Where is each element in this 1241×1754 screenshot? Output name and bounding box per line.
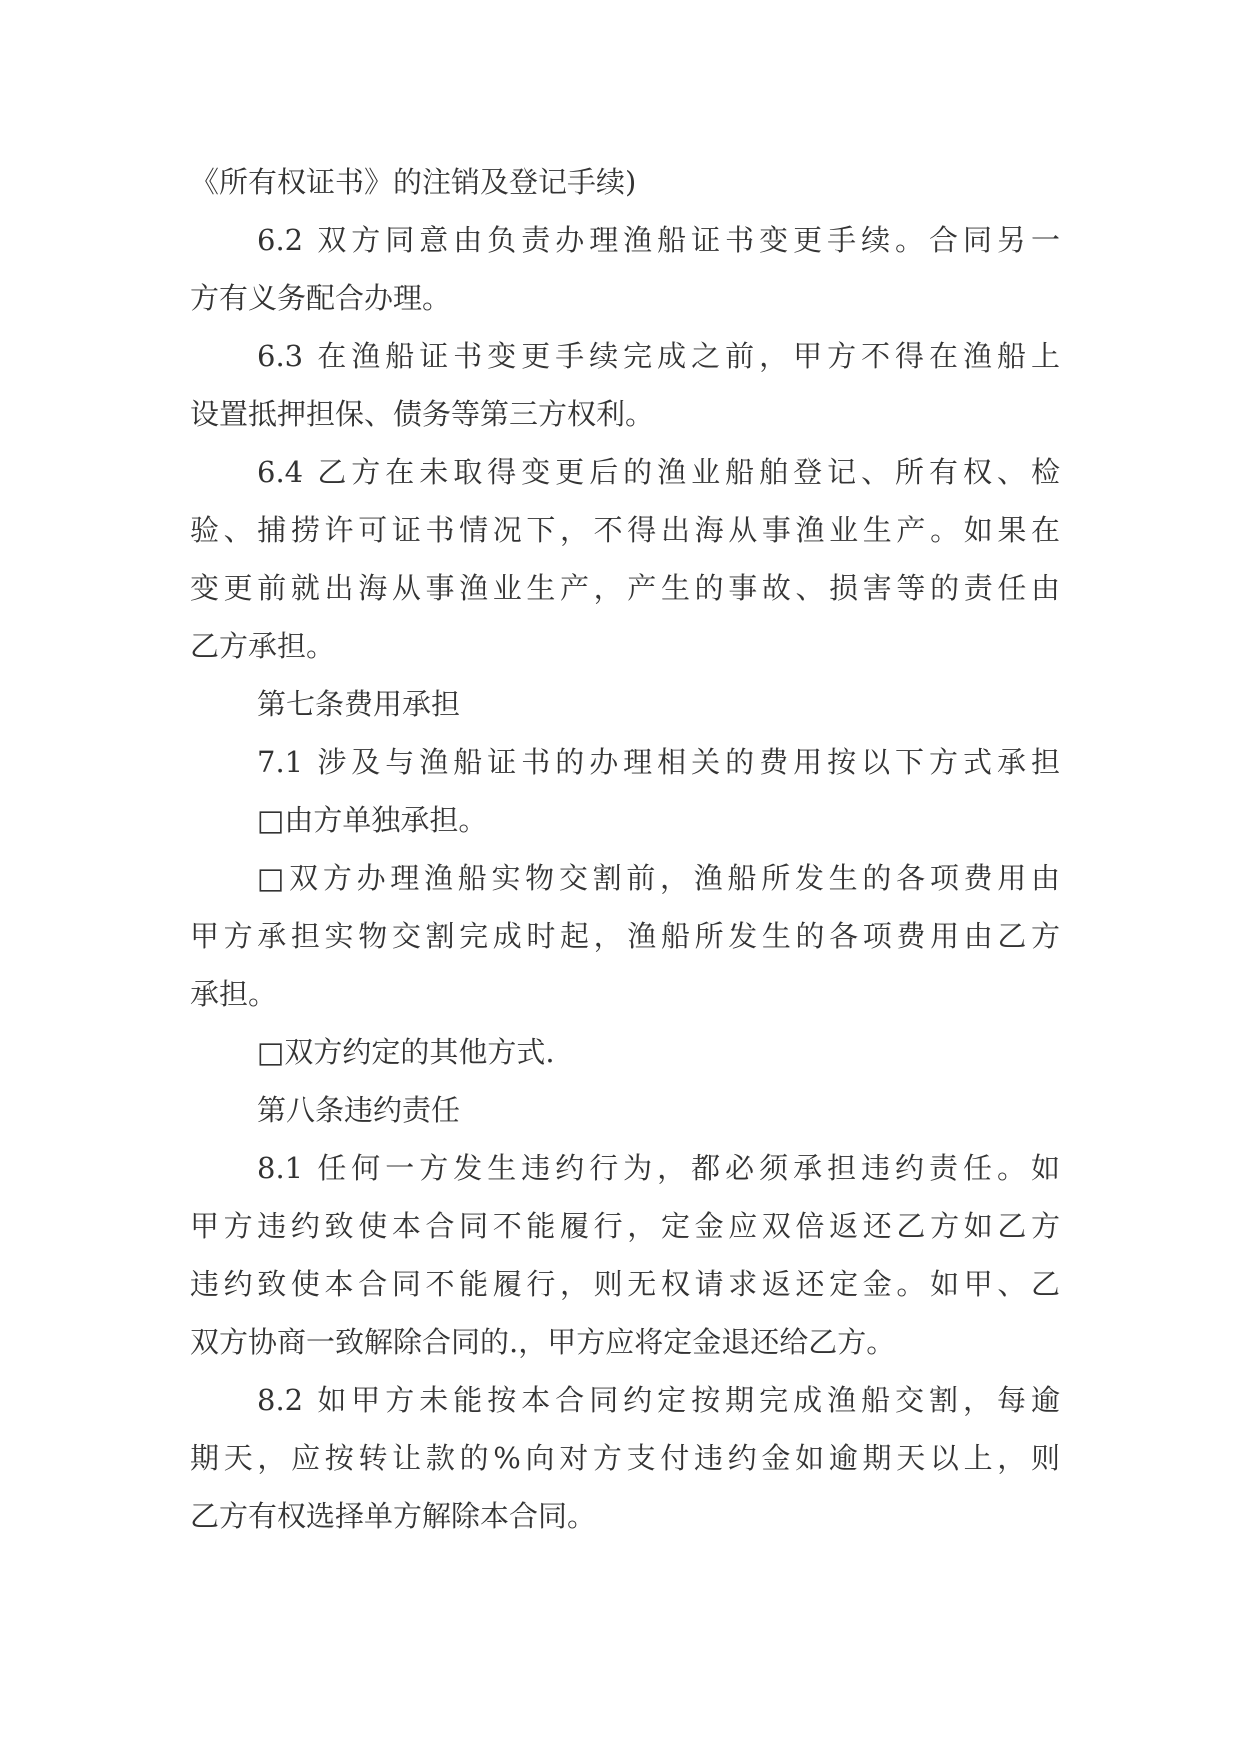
text-line: 验、捕捞许可证书情况下，不得出海从事渔业生产。如果在 xyxy=(190,513,1060,547)
text-line: 6.3 在渔船证书变更手续完成之前，甲方不得在渔船上 xyxy=(257,339,1060,373)
text-line: 甲方违约致使本合同不能履行，定金应双倍返还乙方如乙方 xyxy=(190,1209,1060,1243)
option-line: □由方单独承担。 xyxy=(257,803,488,837)
text-line: 变更前就出海从事渔业生产，产生的事故、损害等的责任由 xyxy=(190,571,1060,605)
text-line: 双方协商一致解除合同的.，甲方应将定金退还给乙方。 xyxy=(190,1325,896,1359)
text-line: 8.2 如甲方未能按本合同约定按期完成渔船交割，每逾 xyxy=(257,1383,1060,1417)
section-heading: 第七条费用承担 xyxy=(257,687,461,721)
text-line: 7.1 涉及与渔船证书的办理相关的费用按以下方式承担 xyxy=(257,745,1060,779)
text-line: 8.1 任何一方发生违约行为，都必须承担违约责任。如 xyxy=(257,1151,1060,1185)
text-line: 违约致使本合同不能履行，则无权请求返还定金。如甲、乙 xyxy=(190,1267,1060,1301)
section-heading: 第八条违约责任 xyxy=(257,1093,461,1127)
text-line: 《所有权证书》的注销及登记手续) xyxy=(190,165,637,199)
text-line: 乙方承担。 xyxy=(190,629,336,663)
text-line: 承担。 xyxy=(190,977,278,1011)
text-line: 乙方有权选择单方解除本合同。 xyxy=(190,1499,597,1533)
text-line: 6.2 双方同意由负责办理渔船证书变更手续。合同另一 xyxy=(257,223,1060,257)
option-line: □双方办理渔船实物交割前，渔船所发生的各项费用由 xyxy=(257,861,1060,895)
text-line: 方有义务配合办理。 xyxy=(190,281,452,315)
text-line: 甲方承担实物交割完成时起，渔船所发生的各项费用由乙方 xyxy=(190,919,1060,953)
text-line: 期天，应按转让款的%向对方支付违约金如逾期天以上，则 xyxy=(190,1441,1060,1475)
option-line: □双方约定的其他方式. xyxy=(257,1035,555,1069)
text-line: 设置抵押担保、债务等第三方权利。 xyxy=(190,397,655,431)
text-line: 6.4 乙方在未取得变更后的渔业船舶登记、所有权、检 xyxy=(257,455,1060,489)
